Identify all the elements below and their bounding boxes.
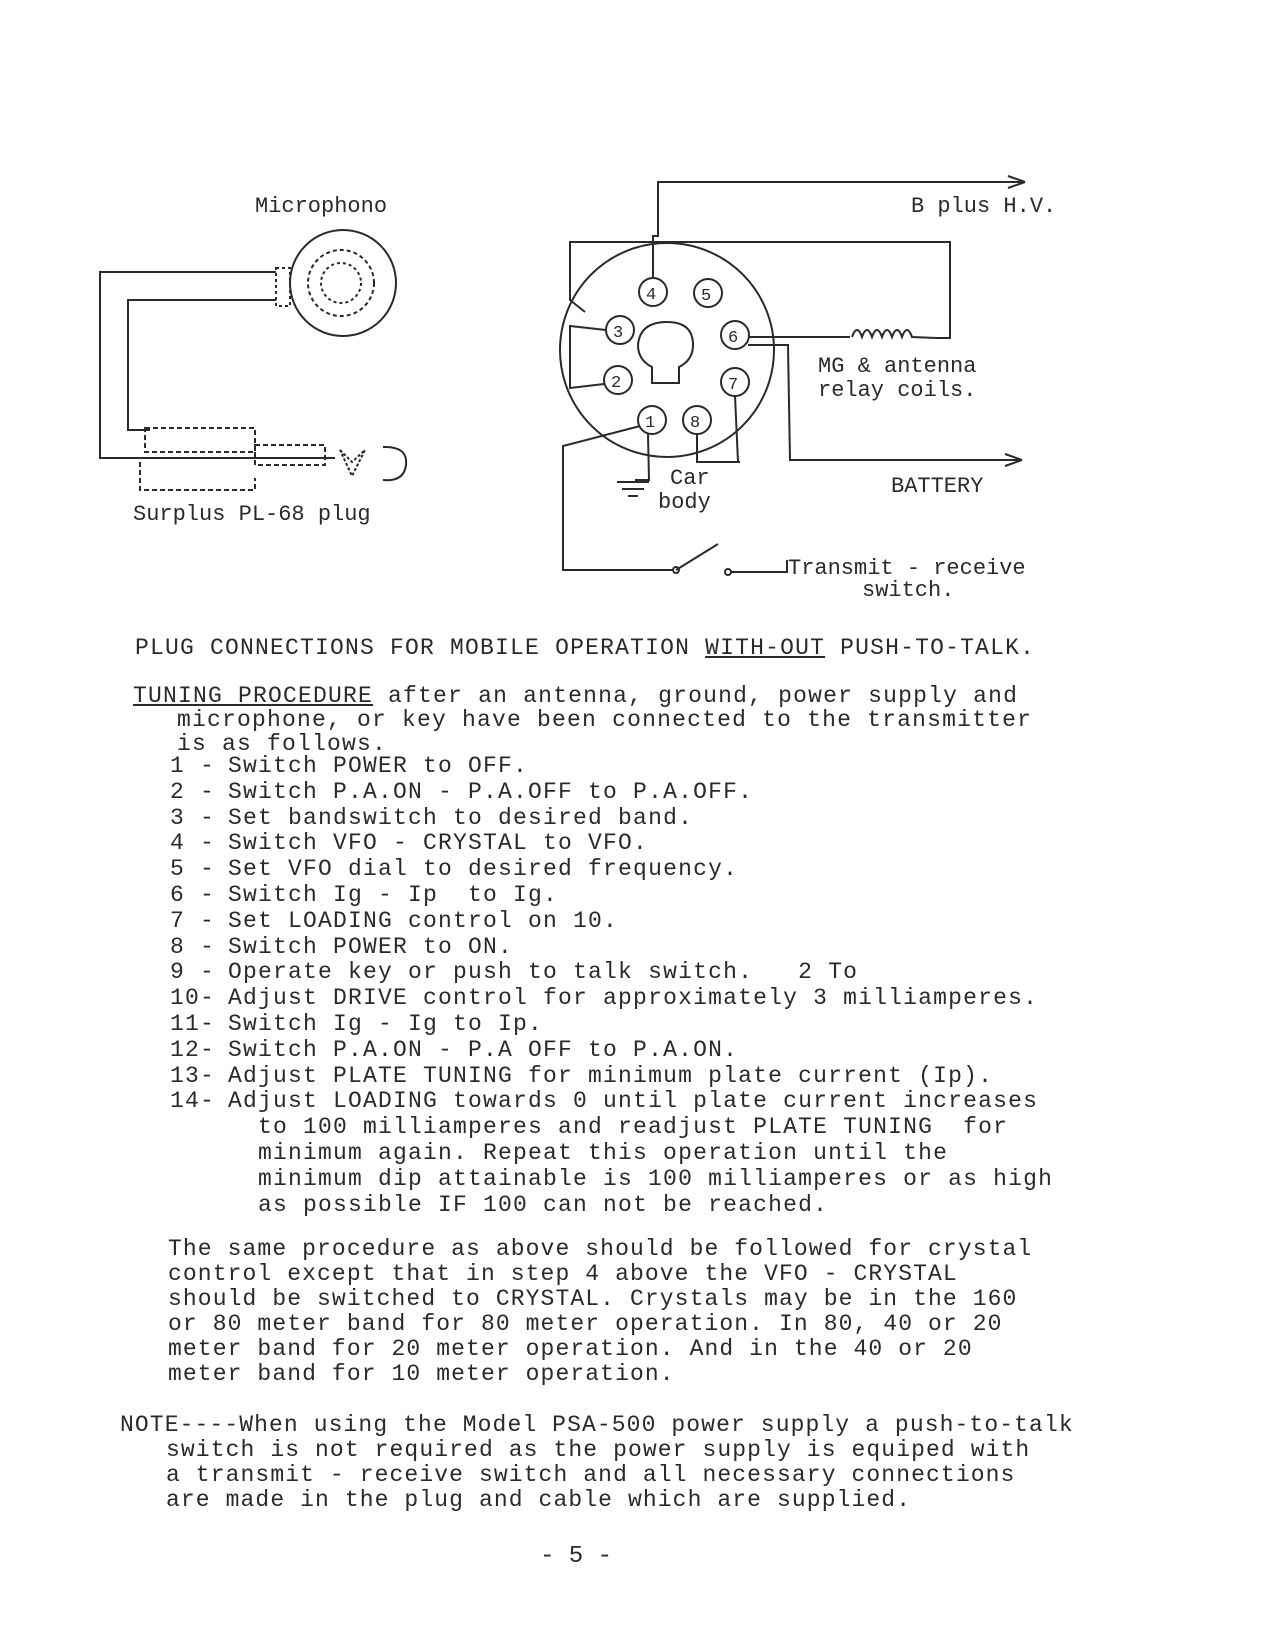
pin-8-label: 8 (690, 414, 701, 433)
car-body-label-2: body (658, 490, 711, 515)
pin-3-label: 3 (613, 324, 624, 343)
pin-5-label: 5 (701, 287, 712, 306)
list-item: 9 - Operate key or push to talk switch. 2 To (170, 959, 859, 986)
list-item: 1 - Switch POWER to OFF. (170, 753, 529, 779)
microphone-icon (276, 230, 396, 336)
list-item: 11- Switch Ig - Ig to Ip. (170, 1010, 544, 1037)
list-item: as possible IF 100 can not be reached. (258, 1191, 829, 1218)
microphone-label: Microphono (255, 194, 388, 219)
relay-label-1: MG & antenna (818, 354, 977, 379)
car-body-label-1: Car (670, 466, 710, 491)
crystal-paragraph: The same procedure as above should be followed for crystal control except that in step 4 above the VFO - CRYSTAL should be switched to CRYSTAL. Crystals may be in the 160 or 80 meter band for 80 meter operation. In 80, 40 or 20 meter band for 20 meter operation. And in the 40 or 20 meter band for 10 meter operation. (168, 1236, 1033, 1387)
battery-label: BATTERY (891, 474, 984, 499)
pin-1-label: 1 (645, 414, 656, 433)
list-item: 10- Adjust DRIVE control for approximately 3 milliamperes. (170, 985, 1039, 1012)
note-paragraph: NOTE----When using the Model PSA-500 power supply a push-to-talk switch is not required as the power supply is equiped with a transmit - receive switch and all necessary connections are made in the plug and cable which are supplied. (120, 1412, 1074, 1513)
list-item: 3 - Set bandswitch to desired band. (170, 804, 694, 831)
b-plus-label: B plus H.V. (911, 194, 1057, 219)
octal-socket-icon (560, 243, 774, 457)
wiring-diagram (0, 0, 1276, 640)
pin-7-label: 7 (728, 376, 739, 395)
list-item: 7 - Set LOADING control on 10. (170, 907, 619, 934)
procedure-intro-3: is as follows. (177, 731, 388, 757)
list-item: 14- Adjust LOADING towards 0 until plate current increases (170, 1088, 1039, 1115)
list-item: 13- Adjust PLATE TUNING for minimum plate current (Ip). (170, 1062, 994, 1089)
list-item: minimum dip attainable is 100 milliamperes or as high (258, 1165, 1054, 1192)
list-item: minimum again. Repeat this operation until the (258, 1139, 949, 1166)
list-item: 2 - Switch P.A.ON - P.A.OFF to P.A.OFF. (170, 778, 754, 805)
list-item: 5 - Set VFO dial to desired frequency. (170, 856, 739, 883)
procedure-steps (170, 754, 1053, 1218)
procedure-intro: TUNING PROCEDURE after an antenna, ground, power supply and (133, 683, 1019, 709)
switch-label-2: switch. (862, 578, 955, 603)
list-item: 6 - Switch Ig - Ip to Ig. (170, 881, 559, 908)
procedure-intro-2: microphone, or key have been connected to the transmitter (177, 707, 1033, 733)
procedure-heading: TUNING PROCEDURE (133, 683, 374, 709)
switch-label-1: Transmit - receive (788, 556, 1026, 581)
pin-6-label: 6 (728, 329, 739, 348)
page-number: - 5 - (540, 1543, 613, 1570)
relay-label-2: relay coils. (818, 378, 977, 403)
list-item: 4 - Switch VFO - CRYSTAL to VFO. (170, 830, 649, 857)
plug-label: Surplus PL-68 plug (133, 502, 371, 527)
pin-2-label: 2 (611, 374, 622, 393)
diagram-caption: PLUG CONNECTIONS FOR MOBILE OPERATION WITH-OUT PUSH-TO-TALK. (135, 635, 1036, 661)
pin-4-label: 4 (646, 286, 657, 305)
list-item: 8 - Switch POWER to ON. (170, 933, 514, 960)
list-item: to 100 milliamperes and readjust PLATE TUNING for (258, 1114, 1009, 1141)
list-item: 12- Switch P.A.ON - P.A OFF to P.A.ON. (170, 1036, 739, 1063)
